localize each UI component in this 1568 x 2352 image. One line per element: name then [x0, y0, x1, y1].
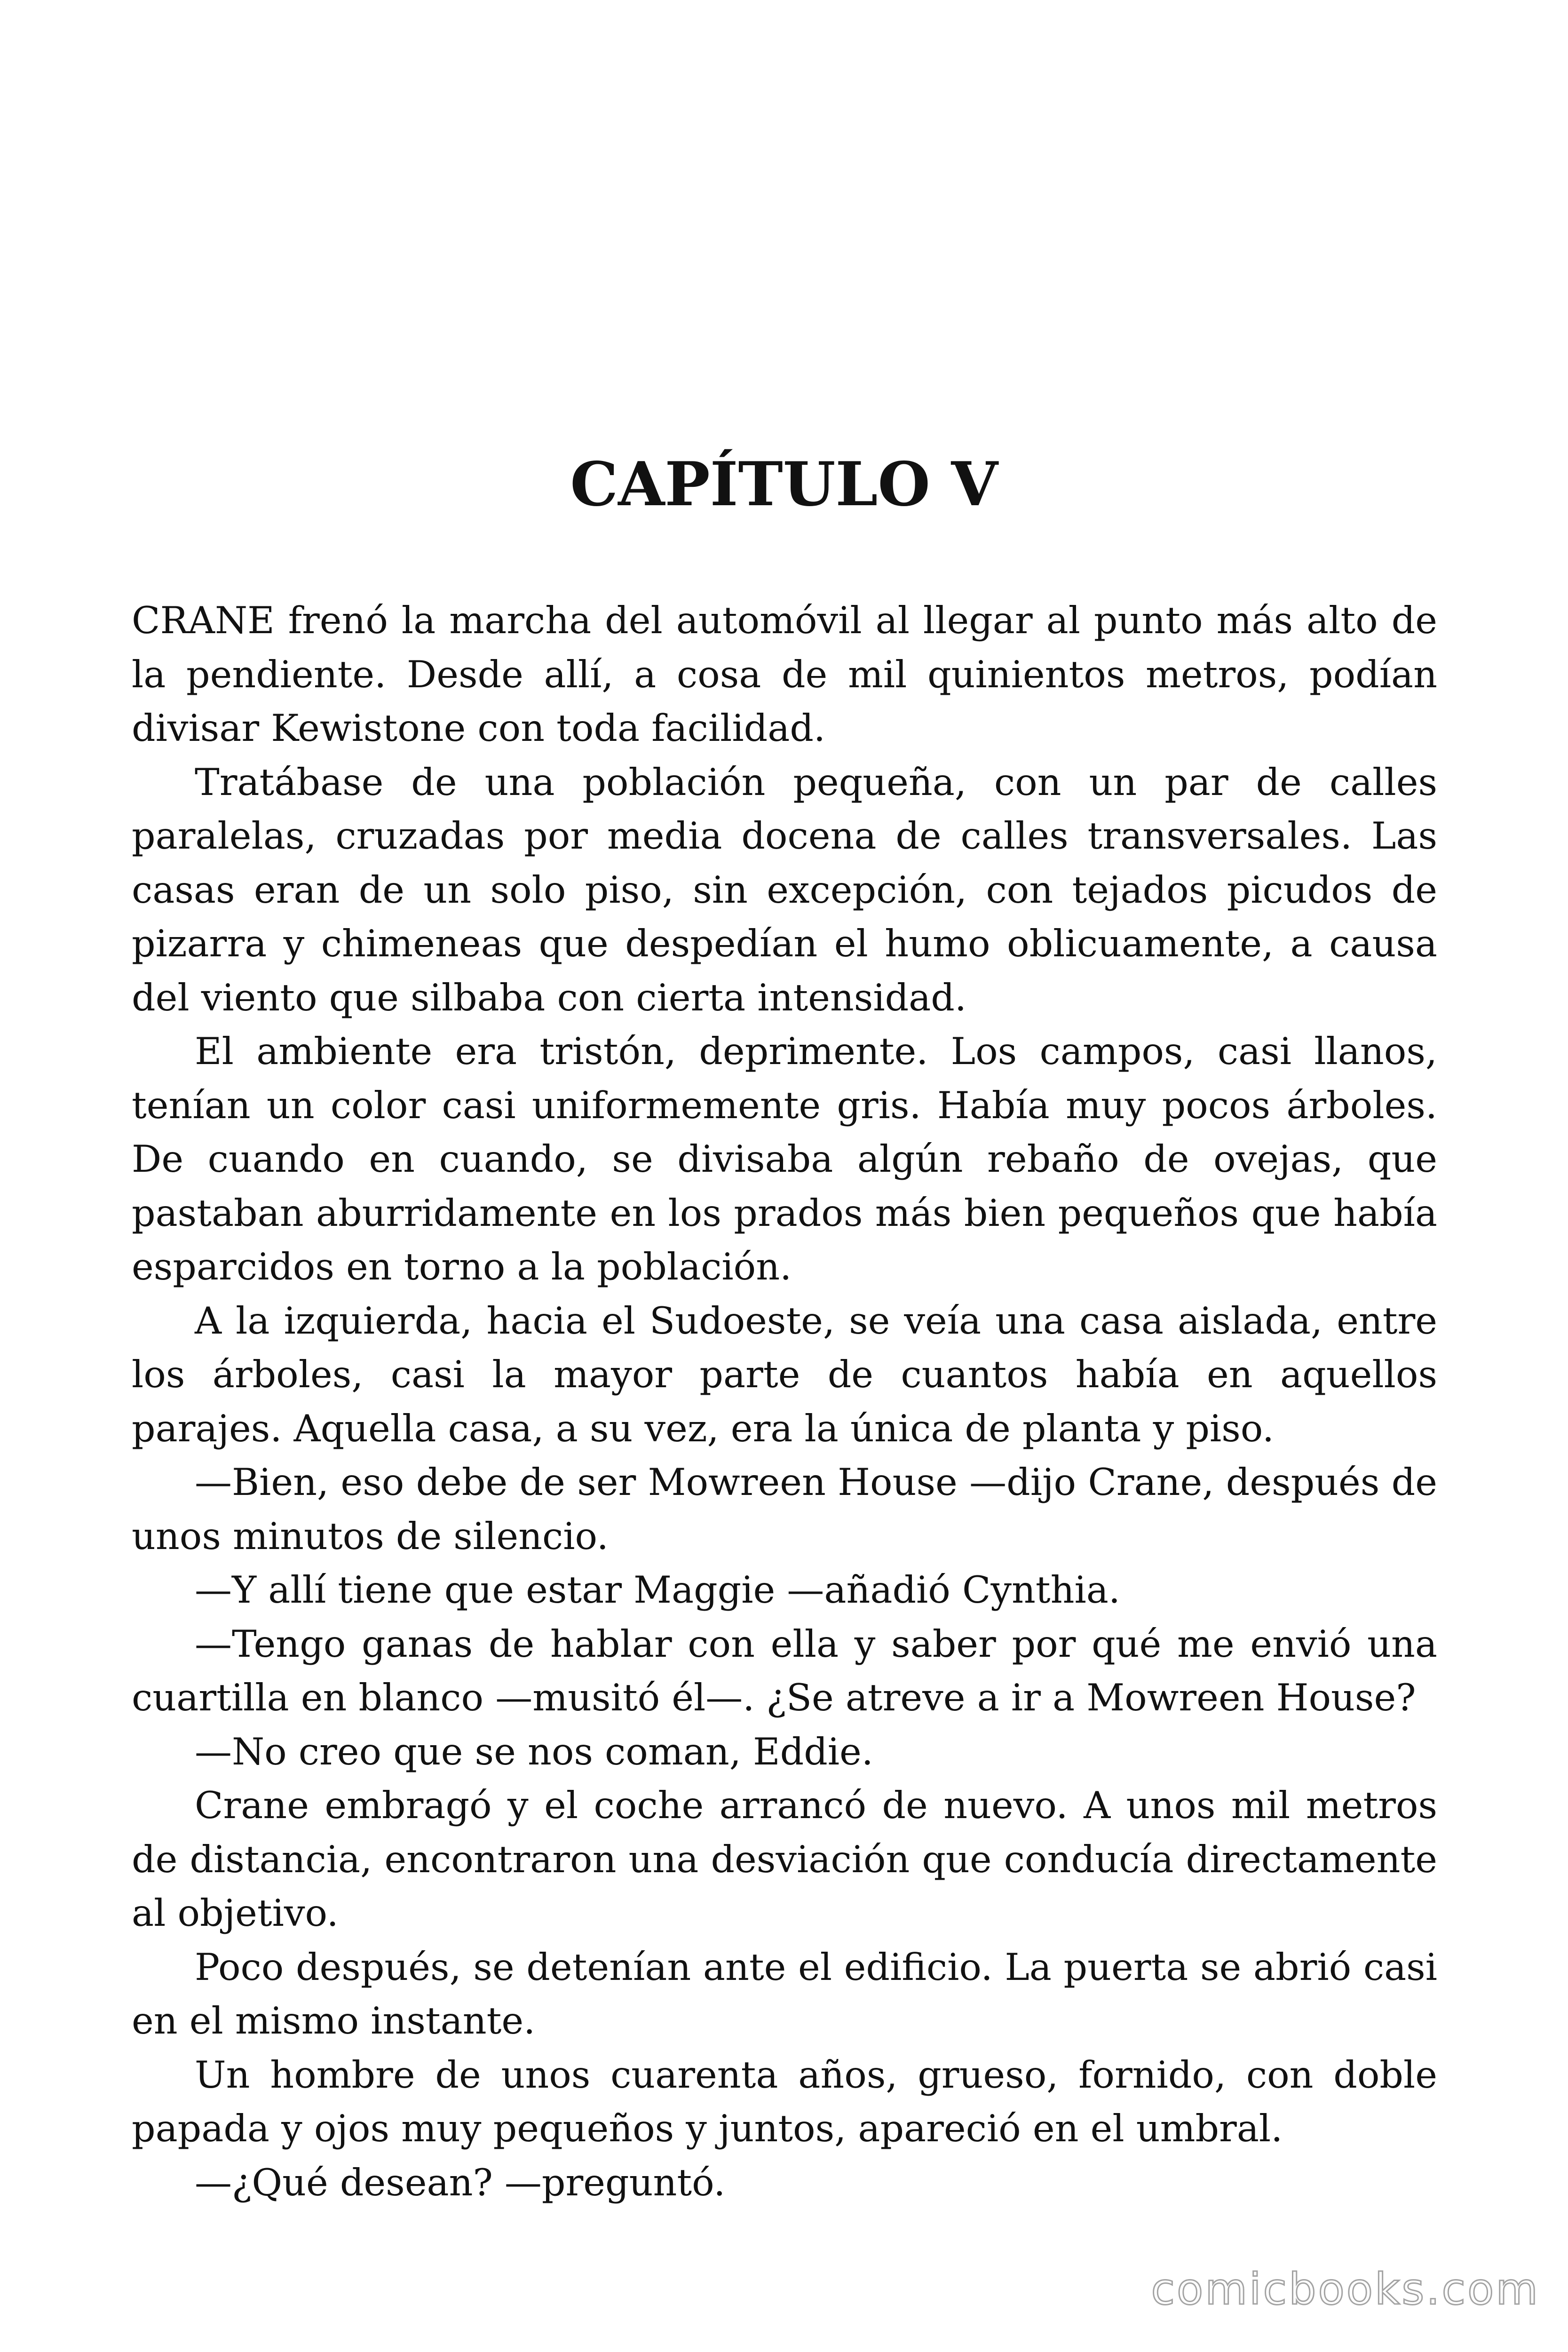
paragraph: Crane embragó y el coche arrancó de nuevo. A unos mil metros de distancia, encontraron una desviación que conducía directamente al objetivo.	[132, 1784, 1437, 1935]
paragraph: —Bien, eso debe de ser Mowreen House —dijo Crane, después de unos minutos de silencio.	[132, 1461, 1437, 1558]
paragraph: El ambiente era tristón, deprimente. Los campos, casi llanos, tenían un color casi uniformemente gris. Había muy pocos árboles. De cuando en cuando, se divisaba algún rebaño de ovejas, que pastaban aburridamente en los prados más bien pequeños que había esparcidos en torno a la población.	[132, 1030, 1437, 1288]
paragraph: Un hombre de unos cuarenta años, grueso, fornido, con doble papada y ojos muy pequeños y juntos, apareció en el umbral.	[132, 2053, 1437, 2150]
paragraph: Poco después, se detenían ante el edificio. La puerta se abrió casi en el mismo instante.	[132, 1945, 1437, 2042]
paragraph: —¿Qué desean? —preguntó.	[195, 2161, 726, 2204]
paragraph: —Y allí tiene que estar Maggie —añadió Cynthia.	[195, 1568, 1121, 1612]
paragraph: CRANE frenó la marcha del automóvil al llegar al punto más alto de la pendiente. Desde allí, a cosa de mil quinientos metros, podían divisar Kewistone con toda facilidad.	[132, 599, 1437, 750]
paragraph: Tratábase de una población pequeña, con un par de calles paralelas, cruzadas por media docena de calles transversales. Las casas eran de un solo piso, sin excepción, con tejados picudos de pizarra y chimeneas que despedían el humo oblicuamente, a causa del viento que silbaba con cierta intensidad.	[132, 760, 1437, 1019]
chapter-title: CAPÍTULO V	[570, 449, 998, 520]
paragraph: —Tengo ganas de hablar con ella y saber por qué me envió una cuartilla en blanco —musitó él—. ¿Se atreve a ir a Mowreen House?	[132, 1622, 1437, 1719]
watermark: comicbooks.com	[1151, 2264, 1540, 2314]
chapter-body	[132, 594, 1437, 2209]
paragraph: A la izquierda, hacia el Sudoeste, se veía una casa aislada, entre los árboles, casi la mayor parte de cuantos había en aquellos parajes. Aquella casa, a su vez, era la única de planta y piso.	[132, 1299, 1437, 1450]
paragraph: —No creo que se nos coman, Eddie.	[195, 1730, 873, 1773]
